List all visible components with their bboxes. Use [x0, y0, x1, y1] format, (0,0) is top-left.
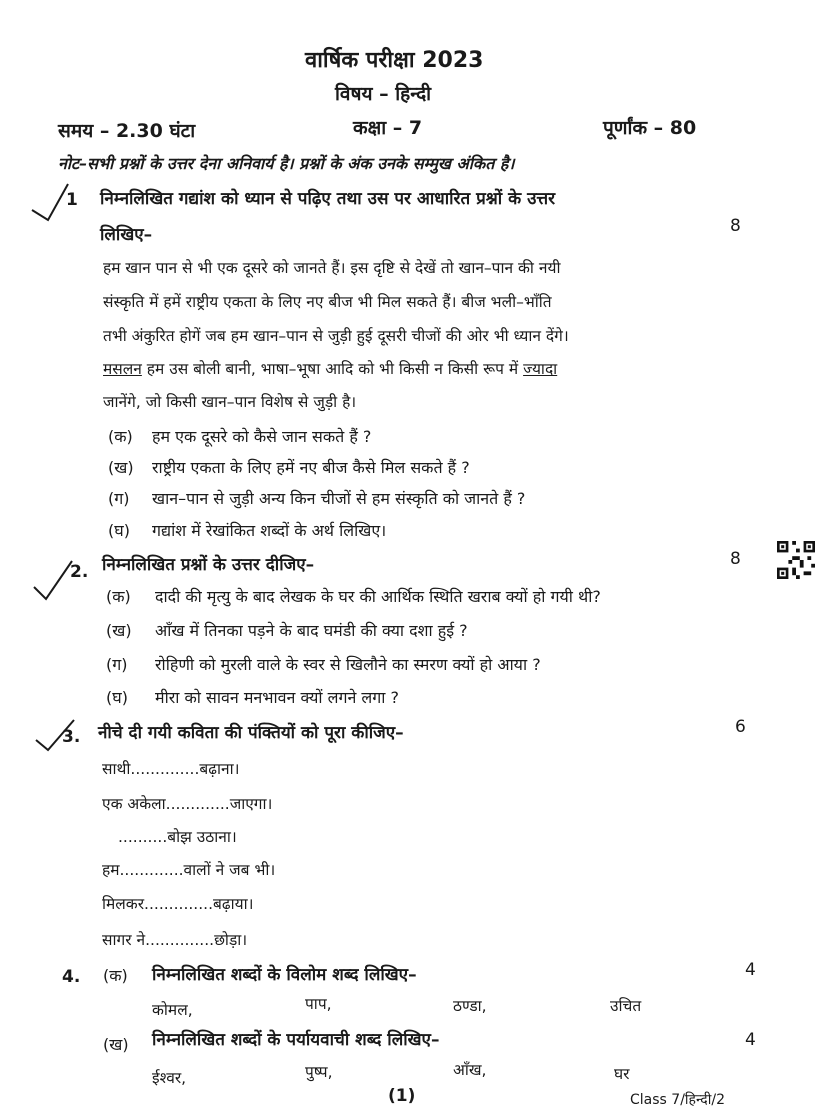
word-item: घर	[614, 1065, 630, 1083]
sub-question-label: (घ)	[106, 688, 128, 707]
sub-question-label: (ख)	[108, 458, 134, 477]
word-item: कोमल,	[152, 1001, 193, 1019]
sub-question-text: दादी की मृत्यु के बाद लेखक के घर की आर्थिक स्थिति खराब क्यों हो गयी थी?	[155, 587, 601, 606]
sub-question-text: आँख में तिनका पड़ने के बाद घमंडी की क्या दशा हुई ?	[155, 621, 468, 640]
question-1-prompt-cont: लिखिए–	[100, 225, 153, 245]
class-label: कक्षा – 7	[353, 117, 423, 139]
passage-line: हम खान पान से भी एक दूसरे को जानते हैं। इस दृष्टि से देखें तो खान–पान की नयी	[103, 259, 561, 277]
word-item: पाप,	[305, 995, 332, 1013]
word-item: ठण्डा,	[453, 997, 487, 1015]
question-4b-prompt: निम्नलिखित शब्दों के पर्यायवाची शब्द लिखिए–	[152, 1030, 440, 1050]
sub-question-label: (ग)	[106, 655, 128, 674]
word-item: उचित	[610, 997, 642, 1015]
word-item: पुष्प,	[305, 1063, 333, 1081]
passage-line: तभी अंकुरित होगें जब हम खान–पान से जुड़ी हुई दूसरी चीजों की ओर भी ध्यान देंगे।	[103, 327, 569, 345]
underlined-word: ज्यादा	[523, 360, 558, 378]
sub-question-text: रोहिणी को मुरली वाले के स्वर से खिलौने का स्मरण क्यों हो आया ?	[155, 655, 541, 674]
time-label: समय – 2.30 घंटा	[58, 120, 196, 142]
word-item: ईश्वर,	[152, 1069, 187, 1087]
fill-in-line: ..........बोझ उठाना।	[118, 828, 237, 846]
sub-question-label: (क)	[106, 587, 131, 606]
sub-question-label: (क)	[103, 966, 128, 985]
question-4a-prompt: निम्नलिखित शब्दों के विलोम शब्द लिखिए–	[152, 965, 417, 985]
sub-question-label: (क)	[108, 427, 133, 446]
word-item: आँख,	[453, 1061, 487, 1079]
question-2-marks: 8	[730, 549, 741, 569]
exam-title: वार्षिक परीक्षा 2023	[305, 48, 484, 73]
passage-line	[103, 357, 557, 379]
question-3-prompt: नीचे दी गयी कविता की पंक्तियों को पूरा कीजिए–	[98, 723, 404, 743]
subject-heading: विषय – हिन्दी	[335, 83, 432, 105]
sub-question-label: (घ)	[108, 521, 130, 540]
passage-text: हम उस बोली बानी, भाषा–भूषा आदि को भी किसी न किसी रूप में	[141, 360, 524, 378]
question-3-marks: 6	[735, 717, 746, 737]
passage-line: संस्कृति में हमें राष्ट्रीय एकता के लिए नए बीज भी मिल सकते हैं। बीज भली–भाँति	[103, 293, 552, 311]
question-4-number: 4.	[62, 967, 81, 987]
question-3-number: 3.	[62, 727, 81, 747]
sub-question-text: मीरा को सावन मनभावन क्यों लगने लगा ?	[155, 688, 399, 707]
question-1-prompt: निम्नलिखित गद्यांश को ध्यान से पढ़िए तथा उस पर आधारित प्रश्नों के उत्तर	[100, 189, 556, 209]
instruction-note: नोट–सभी प्रश्नों के उत्तर देना अनिवार्य है। प्रश्नों के अंक उनके सम्मुख अंकित है।	[58, 154, 515, 173]
sub-question-label: (ग)	[108, 489, 130, 508]
sub-question-text: खान–पान से जुड़ी अन्य किन चीजों से हम संस्कृति को जानते हैं ?	[152, 489, 526, 508]
sub-question-text: गद्यांश में रेखांकित शब्दों के अर्थ लिखिए।	[152, 521, 387, 540]
page-number: (1)	[388, 1086, 416, 1106]
max-marks-label: पूर्णांक – 80	[603, 117, 697, 139]
sub-question-text: राष्ट्रीय एकता के लिए हमें नए बीज कैसे मिल सकते हैं ?	[152, 458, 470, 477]
sub-question-label: (ख)	[106, 621, 132, 640]
question-2-prompt: निम्नलिखित प्रश्नों के उत्तर दीजिए–	[102, 555, 315, 575]
paper-code: Class 7/हिन्दी/2	[630, 1092, 725, 1108]
fill-in-line: सागर ने..............छोड़ा।	[102, 931, 248, 949]
passage-line: जानेंगे, जो किसी खान–पान विशेष से जुड़ी है।	[103, 393, 357, 411]
sub-question-text: हम एक दूसरे को कैसे जान सकते हैं ?	[152, 427, 372, 446]
underlined-word: मसलन	[103, 360, 142, 378]
sub-question-label: (ख)	[103, 1035, 129, 1054]
fill-in-line: मिलकर..............बढ़ाया।	[102, 895, 254, 913]
question-4b-marks: 4	[745, 1030, 756, 1050]
fill-in-line: साथी..............बढ़ाना।	[102, 760, 240, 778]
question-2-number: 2.	[70, 562, 89, 582]
qr-code-icon	[776, 541, 816, 579]
question-1-marks: 8	[730, 216, 741, 236]
fill-in-line: एक अकेला.............जाएगा।	[102, 795, 273, 813]
question-1-number: 1	[66, 190, 78, 210]
fill-in-line: हम.............वालों ने जब भी।	[102, 861, 276, 879]
question-4a-marks: 4	[745, 960, 756, 980]
